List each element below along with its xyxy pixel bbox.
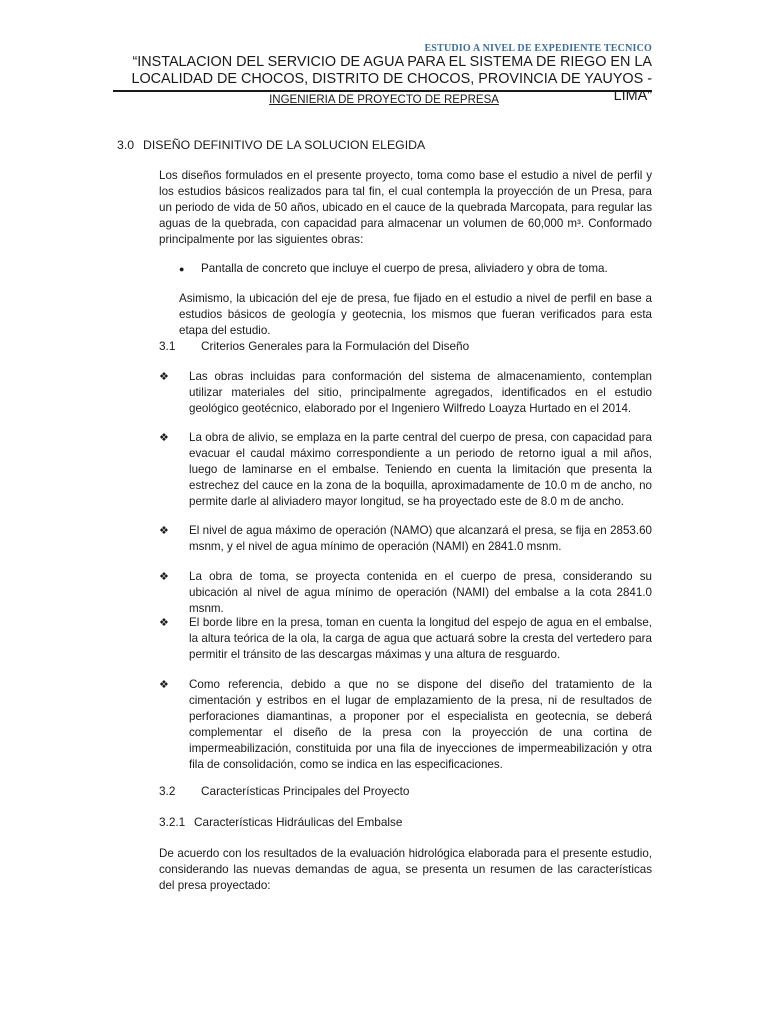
section-title: DISEÑO DEFINITIVO DE LA SOLUCION ELEGIDA: [143, 138, 426, 152]
criteria-text: La obra de alivio, se emplaza en la parte central del cuerpo de presa, con capacidad para evacuar el caudal máximo correspondiente a un periodo de retorno igual a mil años, luego de laminarse en el embalse. Teniendo en cuenta la limitación que presenta la estrechez del cauce en la zona de la boquilla, aproximadamente de 10.0 m de ancho, no permite darle al aliviadero mayor longitud, se ha proyectado este de 8.0 m de ancho.: [189, 431, 652, 508]
subsection-heading-3-2-1: [159, 815, 403, 829]
subsection-number: 3.2.1: [159, 815, 186, 829]
subsection-title: Características Hidráulicas del Embalse: [194, 815, 403, 829]
diamond-bullet-icon: ❖: [159, 616, 169, 629]
criteria-item: [159, 569, 652, 617]
subsection-title: Características Principales del Proyecto: [201, 784, 410, 798]
subsection-number: 3.2: [159, 784, 176, 798]
diamond-bullet-icon: ❖: [159, 370, 169, 383]
diamond-bullet-icon: ❖: [159, 524, 169, 537]
criteria-text: Las obras incluidas para conformación del sistema de almacenamiento, contemplan utilizar materiales del sitio, principalmente agregados, identificados en el estudio geológico geotécnico, elaborado por el Ingeniero Wilfredo Loayza Hurtado en el 2014.: [189, 370, 652, 415]
subsection-heading-3-2: [159, 784, 410, 798]
study-level-label: ESTUDIO A NIVEL DE EXPEDIENTE TECNICO: [424, 43, 652, 54]
diamond-bullet-icon: ❖: [159, 570, 169, 583]
project-title: “INSTALACION DEL SERVICIO DE AGUA PARA EL SISTEMA DE RIEGO EN LA LOCALIDAD DE CHOCOS, DISTRITO DE CHOCOS, PROVINCIA DE YAUYOS - LIMA”: [131, 54, 652, 104]
diamond-bullet-icon: ❖: [159, 678, 169, 691]
criteria-text: La obra de toma, se proyecta contenida en el cuerpo de presa, considerando su ubicación al nivel de agua mínimo de operación (NAMI) del embalse a la cota 2841.0 msnm.: [189, 570, 652, 615]
location-paragraph: Asimismo, la ubicación del eje de presa, fue fijado en el estudio a nivel de perfil en base a estudios básicos de geología y geotecnia, los mismos que fueran verificados para esta etapa del estudio.: [179, 292, 652, 337]
bullet-text: Pantalla de concreto que incluye el cuerpo de presa, aliviadero y obra de toma.: [201, 262, 608, 275]
document-subtitle-text: INGENIERIA DE PROYECTO DE REPRESA: [269, 94, 499, 106]
criteria-item: [159, 430, 652, 510]
criteria-item: [159, 677, 652, 773]
intro-paragraph: Los diseños formulados en el presente proyecto, toma como base el estudio a nivel de perfil y los estudios básicos realizados para tal fin, el cual contempla la proyección de un Presa, para un periodo de vida de 50 años, ubicado en el cauce de la quebrada Marcopata, para regular las aguas de la quebrada, con capacidad para almacenar un volumen de 60,000 m³. Conformado principalmente por las siguientes obras:: [159, 169, 652, 246]
criteria-text: El nivel de agua máximo de operación (NAMO) que alcanzará el presa, se fija en 2853.60 msnm, y el nivel de agua mínimo de operación (NAMI) en 2841.0 msnm.: [189, 524, 652, 553]
criteria-item: [159, 523, 652, 555]
subsection-title: Criterios Generales para la Formulación del Diseño: [201, 339, 470, 353]
header-divider: [113, 90, 652, 92]
criteria-item: [159, 615, 652, 663]
document-subtitle: [0, 94, 768, 106]
subsection-number: 3.1: [159, 339, 176, 353]
section-heading: [117, 138, 425, 152]
bullet-item: [179, 262, 608, 275]
subsection-heading-3-1: [159, 339, 469, 353]
criteria-text: El borde libre en la presa, toman en cuenta la longitud del espejo de agua en el embalse, la altura teórica de la ola, la carga de agua que actuará sobre la cresta del vertedero para permitir el tránsito de las descargas máximas y una altura de resguardo.: [189, 616, 652, 661]
criteria-text: Como referencia, debido a que no se dispone del diseño del tratamiento de la cimentación y estribos en el lugar de emplazamiento de la presa, ni de resultados de perforaciones diamantinas, a proponer por el especialista en geotecnia, se deberá complementar el diseño de la presa con la proyección de una cortina de impermeabilización, constituida por una fila de inyecciones de impermeabilización y otra fila de consolidación, como se indica en las especificaciones.: [189, 678, 652, 771]
bullet-dot-icon: ●: [179, 264, 185, 274]
criteria-item: [159, 369, 652, 417]
diamond-bullet-icon: ❖: [159, 431, 169, 444]
hydrology-paragraph: De acuerdo con los resultados de la evaluación hidrológica elaborada para el presente estudio, considerando las nuevas demandas de agua, se presenta un resumen de las características del presa proyectado:: [159, 847, 652, 892]
section-number: 3.0: [117, 138, 135, 152]
